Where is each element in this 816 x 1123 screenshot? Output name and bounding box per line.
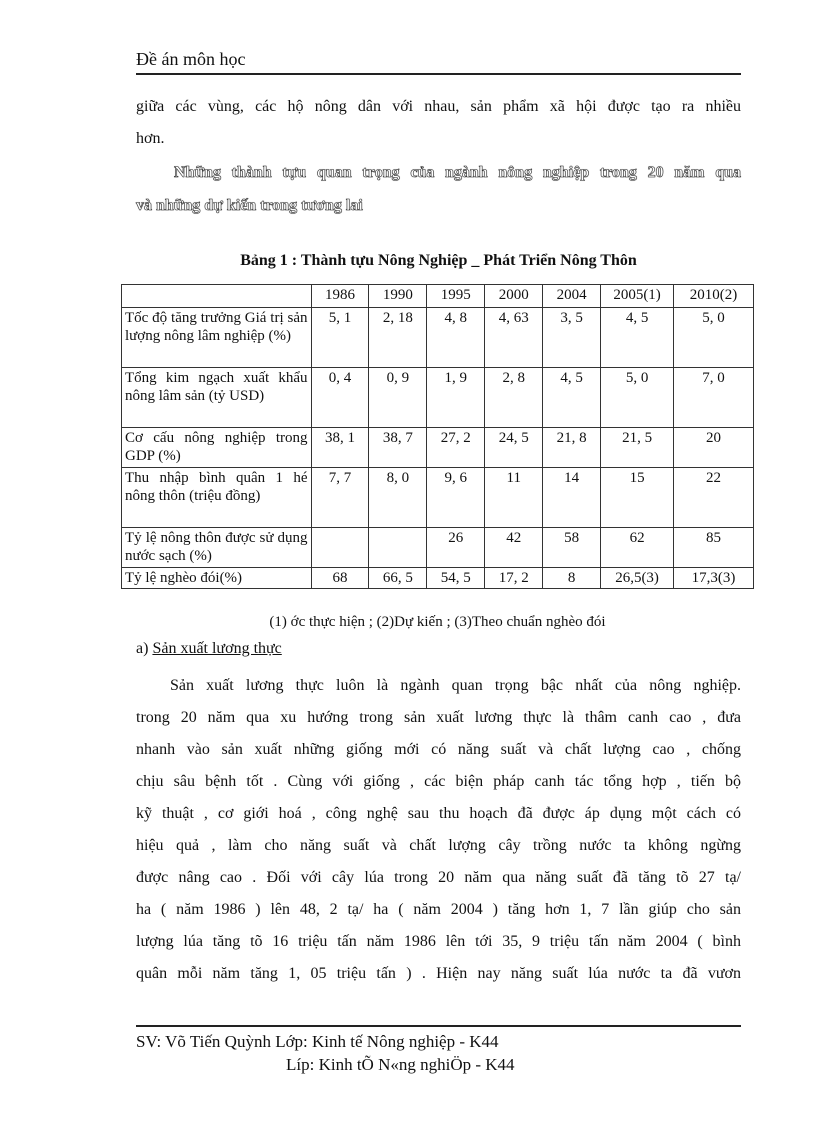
table-cell: 17, 2 [485,568,543,589]
table-cell: 38, 7 [369,428,427,468]
table-cell [369,528,427,568]
table-cell: 85 [674,528,754,568]
column-header: 2004 [543,285,601,308]
intro-line-1: giữa các vùng, các hộ nông dân với nhau, sản phẩm xã hội được tạo ra nhiều [136,98,741,115]
row-label: Cơ cấu nông nghiệp trong GDP (%) [122,428,312,468]
column-header: 2010(2) [674,285,754,308]
table-caption: Bảng 1 : Thành tựu Nông Nghiệp _ Phát Triển Nông Thôn [240,252,637,269]
table-cell: 38, 1 [311,428,369,468]
table-row [122,428,754,468]
body-line: ha ( năm 1986 ) lên 48, 2 tạ/ ha ( năm 2004 ) tăng hơn 1, 7 lần giúp cho sản [136,901,741,918]
footer-rule [136,1025,741,1027]
subsection-title: Sản xuất lương thực [152,640,282,657]
column-header: 1986 [311,285,369,308]
table-cell: 62 [601,528,674,568]
row-label: Tỷ lệ nghèo đói(%) [122,568,312,589]
column-header: 1990 [369,285,427,308]
table-cell: 5, 0 [601,368,674,428]
section-heading-line-1: Những thành tựu quan trọng của ngành nông nghiệp trong 20 năm qua [174,164,741,181]
table-row [122,468,754,528]
column-header: 1995 [427,285,485,308]
table-cell: 0, 4 [311,368,369,428]
footer-student-line: SV: Võ Tiến Quỳnh Lớp: Kinh tế Nông nghiệp - K44 [136,1032,499,1051]
table-cell: 2, 8 [485,368,543,428]
table-row [122,308,754,368]
table-cell: 54, 5 [427,568,485,589]
row-label: Thu nhập bình quân 1 hé nông thôn (triệu đồng) [122,468,312,528]
table-cell: 9, 6 [427,468,485,528]
table-header-row [122,285,754,308]
table-cell: 66, 5 [369,568,427,589]
table-cell: 15 [601,468,674,528]
table-cell: 8, 0 [369,468,427,528]
column-header: 2005(1) [601,285,674,308]
table-cell: 24, 5 [485,428,543,468]
table-cell: 22 [674,468,754,528]
table-cell: 21, 8 [543,428,601,468]
body-line: được nâng cao . Đối với cây lúa trong 20 năm qua năng suất đã tăng tõ 27 tạ/ [136,869,741,886]
table-cell: 21, 5 [601,428,674,468]
body-line: kỹ thuật , cơ giới hoá , công nghệ sau thu hoạch đã được áp dụng một cách có [136,805,741,822]
header-rule [136,73,741,75]
table-cell: 68 [311,568,369,589]
subsection-heading [136,640,282,658]
table-cell: 17,3(3) [674,568,754,589]
table-cell: 5, 1 [311,308,369,368]
table-row [122,568,754,589]
table-cell: 3, 5 [543,308,601,368]
achievements-table [121,284,754,589]
table-cell: 5, 0 [674,308,754,368]
table-cell [311,528,369,568]
body-line: nhanh vào sản xuất những giống mới có năng suất và chất lượng cao , chống [136,741,741,758]
body-line: chịu sâu bệnh tốt . Cùng với giống , các biện pháp canh tác tổng hợp , tiến bộ [136,773,741,790]
footer-class-line: Líp: Kinh tÕ N«ng nghiÖp - K44 [286,1055,515,1074]
table-cell: 4, 8 [427,308,485,368]
page-header-title: Đề án môn học [136,49,246,69]
table-cell: 26 [427,528,485,568]
table-row [122,528,754,568]
body-line: hiệu quả , làm cho năng suất và chất lượng cây trồng nước ta không ngừng [136,837,741,854]
intro-line-2: hơn. [136,130,165,147]
table-cell: 7, 7 [311,468,369,528]
table-cell: 14 [543,468,601,528]
table-cell: 2, 18 [369,308,427,368]
table-cell: 11 [485,468,543,528]
table-cell: 8 [543,568,601,589]
table-cell: 7, 0 [674,368,754,428]
table-row [122,368,754,428]
column-header: 2000 [485,285,543,308]
body-line: trong 20 năm qua xu hướng trong sản xuất lương thực là thâm canh cao , đưa [136,709,741,726]
table-cell: 20 [674,428,754,468]
row-label: Tốc độ tăng trưởng Giá trị sản lượng nông lâm nghiệp (%) [122,308,312,368]
table-cell: 1, 9 [427,368,485,428]
table-cell: 42 [485,528,543,568]
table-cell: 4, 5 [601,308,674,368]
body-line: lượng lúa tăng tõ 16 triệu tấn năm 1986 lên tới 35, 9 triệu tấn năm 2004 ( bình [136,933,741,950]
column-header [122,285,312,308]
table-cell: 0, 9 [369,368,427,428]
table-cell: 4, 63 [485,308,543,368]
body-line: quân mỗi năm tăng 1, 05 triệu tấn ) . Hiện nay năng suất lúa nước ta đã vươn [136,965,741,982]
subsection-prefix: a) [136,640,153,657]
table-cell: 58 [543,528,601,568]
table-cell: 27, 2 [427,428,485,468]
section-heading-line-2: và những dự kiến trong tương lai [136,197,363,214]
table-cell: 4, 5 [543,368,601,428]
row-label: Tổng kim ngạch xuất khẩu nông lâm sản (tỷ USD) [122,368,312,428]
table-cell: 26,5(3) [601,568,674,589]
table-footnote: (1) ớc thực hiện ; (2)Dự kiến ; (3)Theo chuẩn nghèo đói [269,614,606,630]
row-label: Tỷ lệ nông thôn được sử dụng nước sạch (%) [122,528,312,568]
body-line: Sản xuất lương thực luôn là ngành quan trọng bậc nhất của nông nghiệp. [170,677,741,694]
